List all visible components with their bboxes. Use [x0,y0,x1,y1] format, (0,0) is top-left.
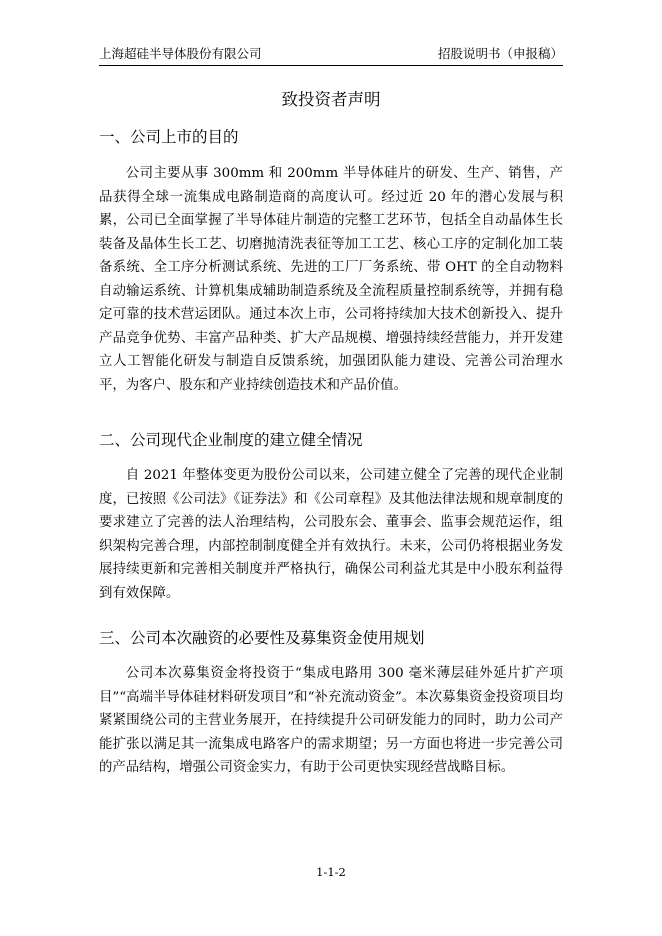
page-number: 1-1-2 [316,865,346,879]
header-company-name: 上海超硅半导体股份有限公司 [99,46,262,61]
page-header [99,45,563,66]
header-document-type: 招股说明书（申报稿） [437,46,563,61]
section-heading-corporate-governance: 二、公司现代企业制度的建立健全情况 [99,431,363,449]
section-paragraph-listing-purpose: 公司主要从事 300mm 和 200mm 半导体硅片的研发、生产、销售，产品获得全球一流集成电路制造商的高度认可。经过近 20 年的潜心发展与积累，公司已全面掌握了半导体硅片制造的完整工艺环节，包括全自动晶体生长装备及晶体生长工艺、切磨抛清洗表征等加工工艺、核心工序的定制化加工装备系统、全工序分析测试系统、先进的工厂厂务系统、带 OHT 的全自动物料自动输运系统、计算机集成辅助制造系统及全流程质量控制系统等，并拥有稳定可靠的技术营运团队。通过本次上市，公司将持续加大技术创新投入、提升产品竞争优势、丰富产品种类、扩大产品规模、增强持续经营能力，并开发建立人工智能化研发与制造自反馈系统，加强团队能力建设、完善公司治理水平，为客户、股东和产业持续创造技术和产品价值。 [99,166,563,393]
section-paragraph-fundraising-plan: 公司本次募集资金将投资于“集成电路用 300 毫米薄层硅外延片扩产项目”“高端半导体硅材料研发项目”和“补充流动资金”。本次募集资金投资项目均紧紧围绕公司的主营业务展开，在持续提升公司研发能力的同时，助力公司产能扩张以满足其一流集成电路客户的需求期望；另一方面也将进一步完善公司的产品结构，增强公司资金实力，有助于公司更快实现经营战略目标。 [99,666,563,775]
section-heading-listing-purpose: 一、公司上市的目的 [99,128,239,146]
document-title: 致投资者声明 [281,90,381,109]
section-heading-fundraising-plan: 三、公司本次融资的必要性及募集资金使用规划 [99,629,425,647]
section-paragraph-corporate-governance: 自 2021 年整体变更为股份公司以来，公司建立健全了完善的现代企业制度，已按照《公司法》《证券法》和《公司章程》及其他法律法规和规章制度的要求建立了完善的法人治理结构，公司股东会、董事会、监事会规范运作，组织架构完善合理，内部控制制度健全并有效执行。未来，公司仍将根据业务发展持续更新和完善相关制度并严格执行，确保公司利益尤其是中小股东利益得到有效保障。 [99,468,563,601]
